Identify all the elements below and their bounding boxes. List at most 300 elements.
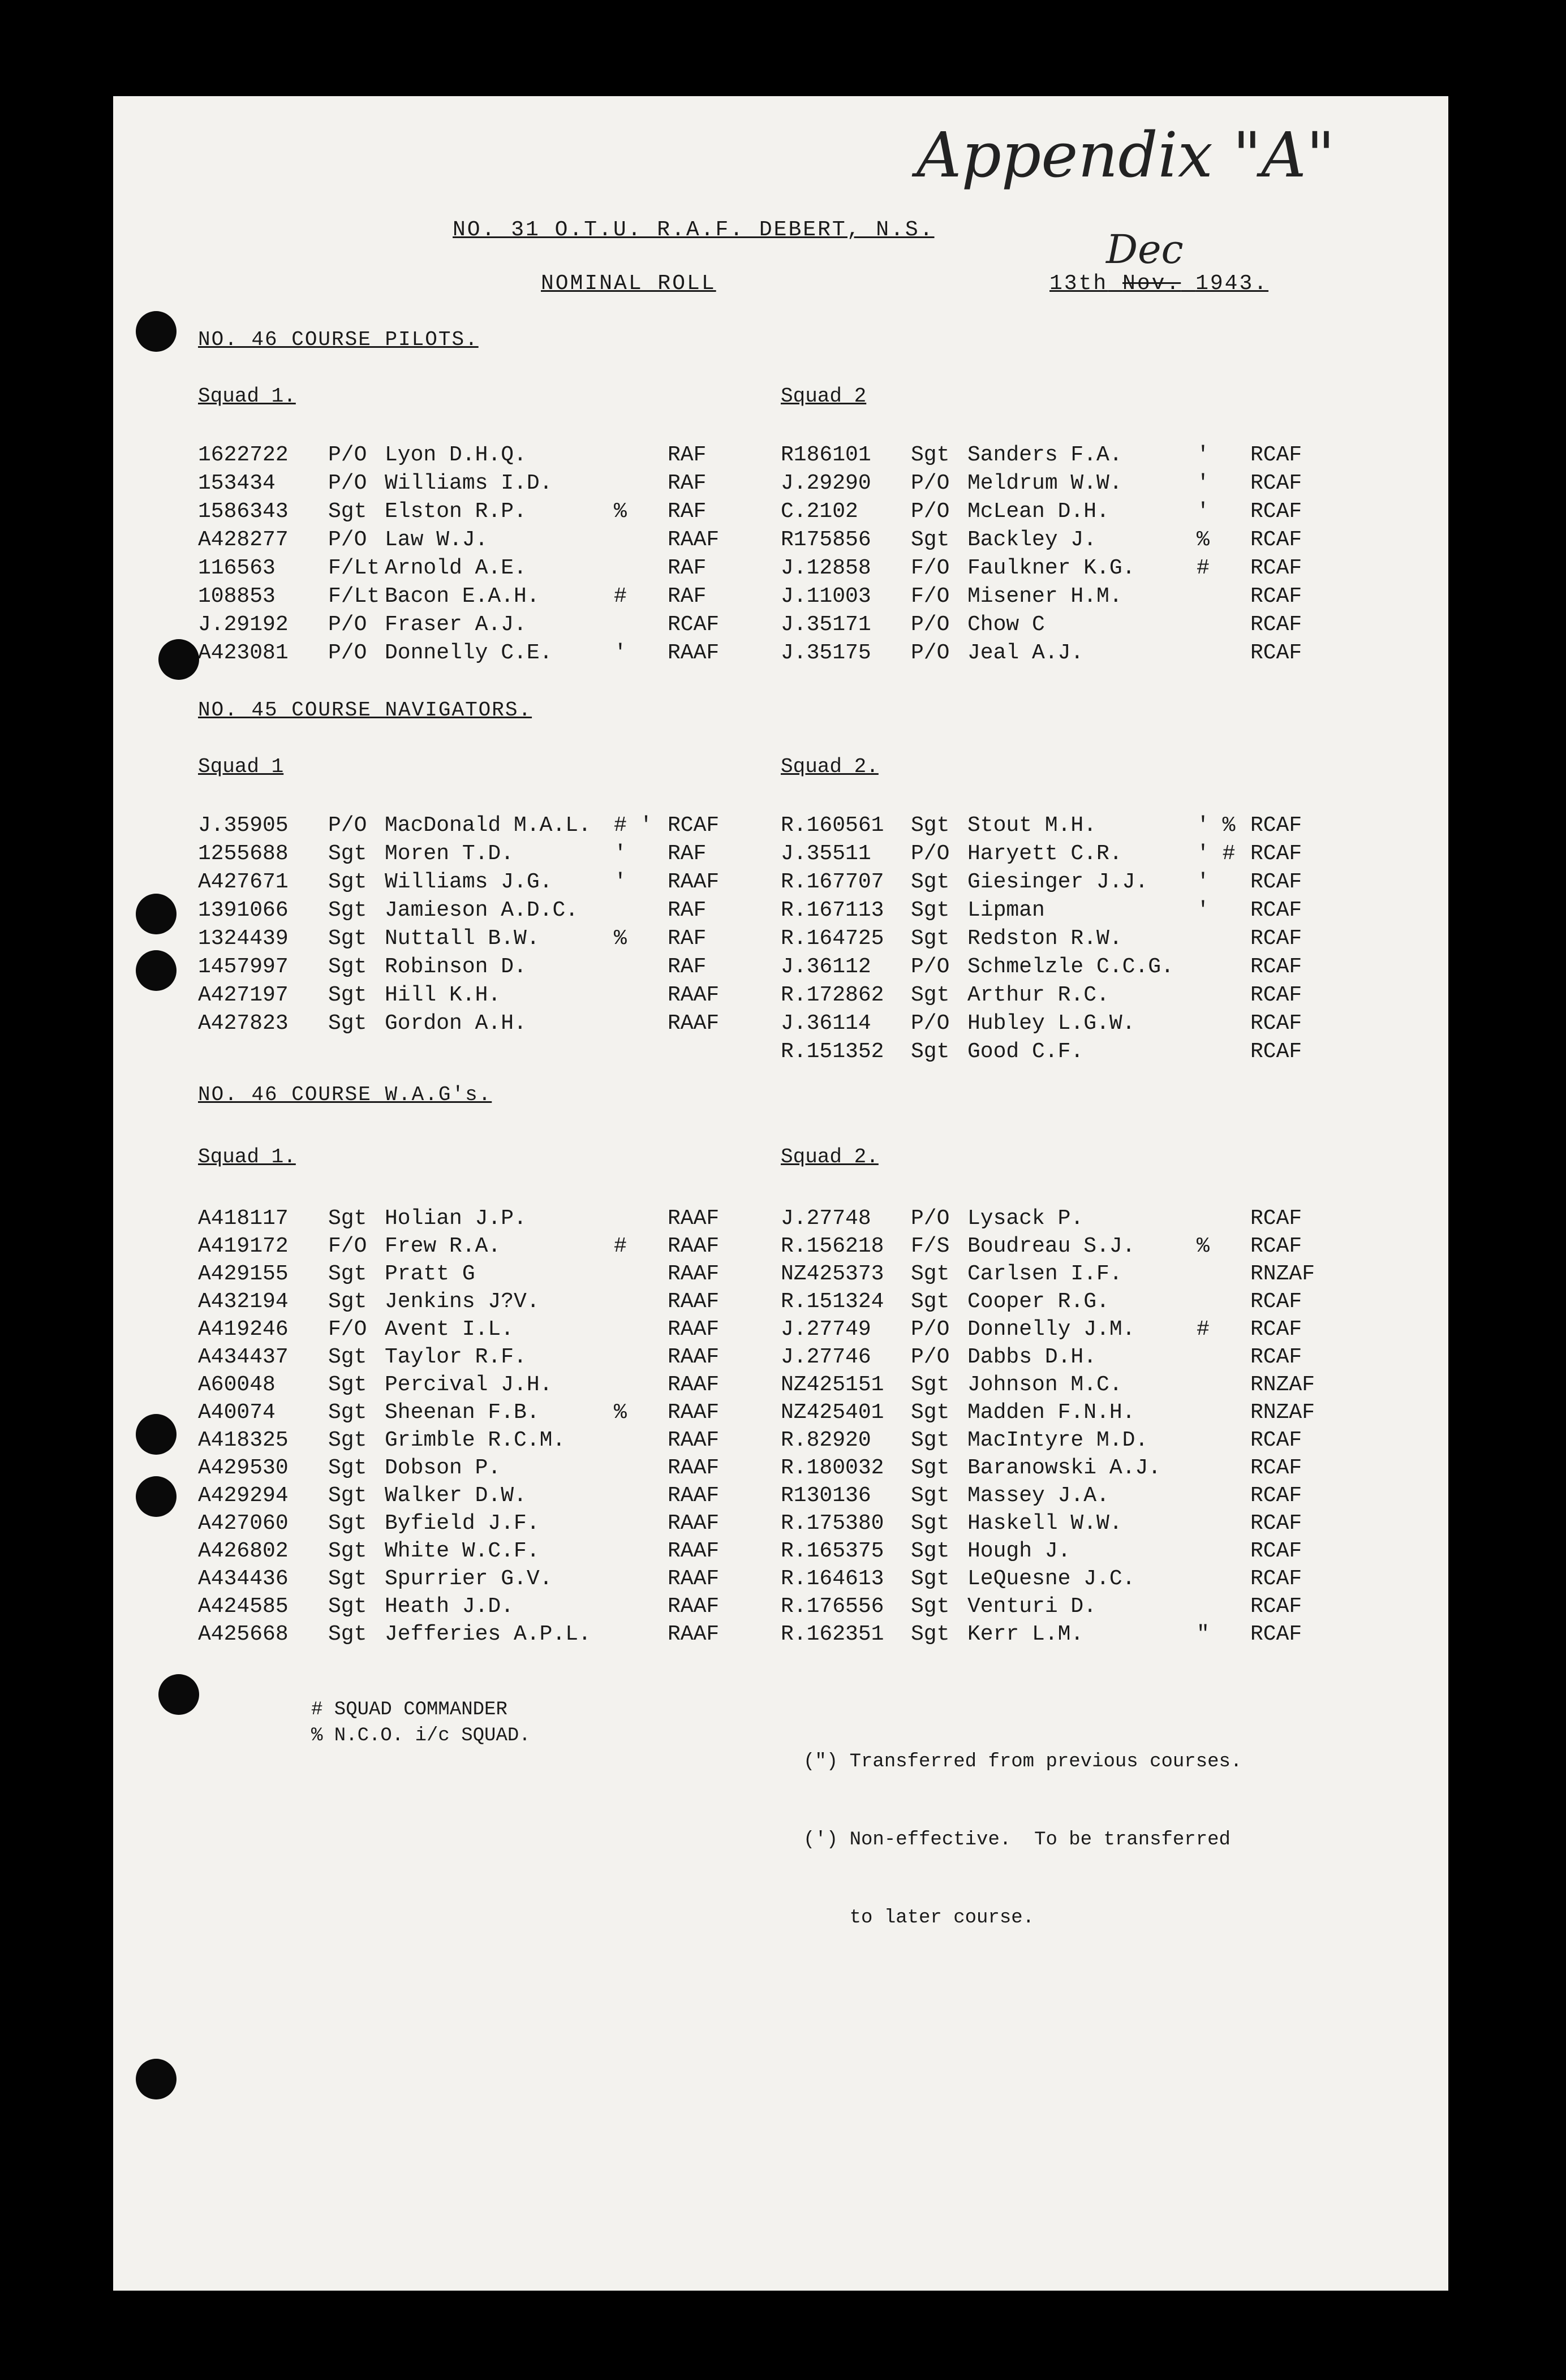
person-name: Sheenan F.B. (385, 1400, 540, 1425)
rank: Sgt (911, 1484, 950, 1508)
person-name: Misener H.M. (967, 584, 1122, 609)
person-name: Chow C (967, 613, 1045, 637)
service-number: A425668 (198, 1622, 289, 1646)
person-name: Schmelzle C.C.G. (967, 955, 1174, 979)
rank: Sgt (911, 1594, 950, 1619)
air-force: RAAF (668, 1317, 720, 1342)
roster-row (781, 868, 1346, 896)
roster-row (781, 1205, 1346, 1233)
roster-row (781, 1454, 1346, 1482)
rank: Sgt (328, 1567, 367, 1591)
status-mark: % (614, 1400, 627, 1425)
date-month-struck: Nov. (1122, 271, 1181, 296)
service-number: A423081 (198, 641, 289, 665)
air-force: RCAF (1250, 584, 1302, 609)
person-name: Williams J.G. (385, 870, 553, 894)
roster-row (781, 1232, 1346, 1261)
person-name: Meldrum W.W. (967, 471, 1122, 495)
rank: P/O (911, 641, 950, 665)
person-name: Venturi D. (967, 1594, 1097, 1619)
status-mark: " (1197, 1622, 1210, 1646)
roster-row (781, 1620, 1346, 1649)
roster-row (198, 896, 764, 925)
rank: Sgt (328, 1400, 367, 1425)
person-name: Haskell W.W. (967, 1511, 1122, 1536)
legend-later-course: to later course. (803, 1907, 1035, 1929)
rank: Sgt (911, 1400, 950, 1425)
roster-row (781, 583, 1346, 611)
service-number: R.156218 (781, 1234, 884, 1258)
service-number: 1324439 (198, 926, 289, 951)
air-force: RAAF (668, 1290, 720, 1314)
rank: P/O (911, 955, 950, 979)
rank: Sgt (328, 1206, 367, 1231)
air-force: RAAF (668, 870, 720, 894)
service-number: A418325 (198, 1428, 289, 1452)
rank: P/O (328, 443, 367, 467)
person-name: Jenkins J?V. (385, 1290, 540, 1314)
rank: P/O (328, 641, 367, 665)
service-number: A418117 (198, 1206, 289, 1231)
roster-row (198, 1399, 764, 1427)
roster-row (781, 1426, 1346, 1455)
squad-2-label: Squad 2. (781, 1145, 879, 1169)
air-force: RAAF (668, 1234, 720, 1258)
service-number: J.27748 (781, 1206, 871, 1231)
rank: Sgt (911, 528, 950, 552)
squad-1-label: Squad 1 (198, 755, 284, 778)
service-number: NZ425151 (781, 1373, 884, 1397)
service-number: A429530 (198, 1456, 289, 1480)
service-number: R.167113 (781, 898, 884, 922)
roster-row (198, 812, 764, 840)
service-number: 153434 (198, 471, 276, 495)
air-force: RCAF (668, 613, 720, 637)
person-name: MacIntyre M.D. (967, 1428, 1148, 1452)
rank: Sgt (911, 1567, 950, 1591)
rank: Sgt (328, 898, 367, 922)
person-name: Haryett C.R. (967, 842, 1122, 866)
air-force: RCAF (1250, 955, 1302, 979)
service-number: R.151352 (781, 1040, 884, 1064)
rank: Sgt (328, 1262, 367, 1286)
air-force: RAAF (668, 1622, 720, 1646)
air-force: RAAF (668, 1345, 720, 1369)
air-force: RCAF (1250, 528, 1302, 552)
rank: F/S (911, 1234, 950, 1258)
air-force: RCAF (1250, 842, 1302, 866)
person-name: Fraser A.J. (385, 613, 527, 637)
rank: F/O (911, 556, 950, 580)
person-name: Madden F.N.H. (967, 1400, 1135, 1425)
service-number: A60048 (198, 1373, 276, 1397)
roster-row (781, 1260, 1346, 1288)
rank: Sgt (328, 1594, 367, 1619)
section-title: NO. 46 COURSE W.A.G's. (198, 1083, 492, 1106)
person-name: Jeal A.J. (967, 641, 1084, 665)
roster-row (198, 1537, 764, 1566)
punch-hole (136, 1414, 177, 1455)
person-name: Heath J.D. (385, 1594, 514, 1619)
rank: Sgt (328, 1345, 367, 1369)
person-name: Moren T.D. (385, 842, 514, 866)
service-number: A419172 (198, 1234, 289, 1258)
air-force: RAF (668, 898, 707, 922)
rank: P/O (911, 1206, 950, 1231)
person-name: Giesinger J.J. (967, 870, 1148, 894)
air-force: RCAF (1250, 1539, 1302, 1563)
roster-row (198, 583, 764, 611)
air-force: RCAF (1250, 641, 1302, 665)
person-name: Frew R.A. (385, 1234, 501, 1258)
person-name: Donnelly J.M. (967, 1317, 1135, 1342)
status-mark: # (1197, 556, 1210, 580)
person-name: Jefferies A.P.L. (385, 1622, 591, 1646)
air-force: RAAF (668, 1456, 720, 1480)
roster-row (198, 925, 764, 953)
person-name: Spurrier G.V. (385, 1567, 553, 1591)
air-force: RAF (668, 926, 707, 951)
air-force: RCAF (1250, 499, 1302, 524)
status-mark: ' (1197, 471, 1210, 495)
roster-row (781, 1565, 1346, 1593)
service-number: J.11003 (781, 584, 871, 609)
person-name: Taylor R.F. (385, 1345, 527, 1369)
rank: P/O (328, 813, 367, 838)
air-force: RCAF (1250, 1345, 1302, 1369)
air-force: RAAF (668, 1373, 720, 1397)
person-name: Byfield J.F. (385, 1511, 540, 1536)
rank: Sgt (328, 1484, 367, 1508)
air-force: RCAF (1250, 813, 1302, 838)
service-number: J.27746 (781, 1345, 871, 1369)
roster-row (781, 1537, 1346, 1566)
service-number: A427671 (198, 870, 289, 894)
roster-row (781, 1399, 1346, 1427)
punch-hole (136, 894, 177, 934)
person-name: Walker D.W. (385, 1484, 527, 1508)
air-force: RCAF (1250, 898, 1302, 922)
roster-row (198, 1510, 764, 1538)
person-name: Holian J.P. (385, 1206, 527, 1231)
service-number: J.27749 (781, 1317, 871, 1342)
punch-hole (158, 639, 199, 680)
air-force: RCAF (1250, 471, 1302, 495)
person-name: Kerr L.M. (967, 1622, 1084, 1646)
person-name: Law W.J. (385, 528, 488, 552)
person-name: Hubley L.G.W. (967, 1011, 1135, 1036)
service-number: A432194 (198, 1290, 289, 1314)
person-name: Redston R.W. (967, 926, 1122, 951)
legend-left (311, 1697, 531, 1749)
service-number: A434436 (198, 1567, 289, 1591)
roster-row (781, 953, 1346, 981)
squad-2-label: Squad 2 (781, 385, 867, 408)
rank: Sgt (911, 443, 950, 467)
document-heading: NO. 31 O.T.U. R.A.F. DEBERT, N.S. (453, 218, 935, 242)
roster-row (198, 611, 764, 639)
air-force: RAAF (668, 1511, 720, 1536)
roster-row (781, 981, 1346, 1010)
status-mark: % (1197, 1234, 1210, 1258)
service-number: 116563 (198, 556, 276, 580)
person-name: Cooper R.G. (967, 1290, 1109, 1314)
service-number: J.35175 (781, 641, 871, 665)
person-name: Faulkner K.G. (967, 556, 1135, 580)
rank: Sgt (328, 1290, 367, 1314)
person-name: Hough J. (967, 1539, 1071, 1563)
service-number: R.167707 (781, 870, 884, 894)
roster-row (781, 611, 1346, 639)
rank: Sgt (328, 1622, 367, 1646)
air-force: RAAF (668, 1594, 720, 1619)
air-force: RNZAF (1250, 1400, 1315, 1425)
rank: Sgt (328, 1539, 367, 1563)
service-number: J.29290 (781, 471, 871, 495)
roster-row (198, 1316, 764, 1344)
air-force: RCAF (1250, 556, 1302, 580)
person-name: Arthur R.C. (967, 983, 1109, 1007)
service-number: 1255688 (198, 842, 289, 866)
air-force: RCAF (1250, 1317, 1302, 1342)
squad-2-label: Squad 2. (781, 755, 879, 778)
punch-hole (136, 311, 177, 352)
roster-row (198, 1454, 764, 1482)
rank: Sgt (328, 1428, 367, 1452)
date-correction: Dec (1106, 226, 1184, 273)
status-mark: ' (1197, 443, 1210, 467)
air-force: RNZAF (1250, 1262, 1315, 1286)
rank: Sgt (911, 1622, 950, 1646)
air-force: RCAF (1250, 1511, 1302, 1536)
service-number: J.12858 (781, 556, 871, 580)
rank: Sgt (911, 926, 950, 951)
person-name: Backley J. (967, 528, 1097, 552)
service-number: 108853 (198, 584, 276, 609)
service-number: R175856 (781, 528, 871, 552)
status-mark: ' (614, 842, 627, 866)
service-number: R.151324 (781, 1290, 884, 1314)
service-number: NZ425401 (781, 1400, 884, 1425)
person-name: Grimble R.C.M. (385, 1428, 566, 1452)
rank: Sgt (328, 926, 367, 951)
rank: F/O (911, 584, 950, 609)
date-year: 1943. (1195, 271, 1269, 296)
status-mark: ' (614, 870, 627, 894)
service-number: J.29192 (198, 613, 289, 637)
air-force: RAAF (668, 1206, 720, 1231)
service-number: 1622722 (198, 443, 289, 467)
legend-transferred: (") Transferred from previous courses. (803, 1751, 1242, 1773)
legend-nco: % N.C.O. i/c SQUAD. (311, 1725, 531, 1747)
air-force: RAF (668, 499, 707, 524)
rank: P/O (911, 1011, 950, 1036)
roster-row (781, 925, 1346, 953)
service-number: R.175380 (781, 1511, 884, 1536)
air-force: RAAF (668, 641, 720, 665)
person-name: Dobson P. (385, 1456, 501, 1480)
service-number: A429294 (198, 1484, 289, 1508)
service-number: J.36112 (781, 955, 871, 979)
air-force: RCAF (1250, 1290, 1302, 1314)
status-mark: ' (1197, 898, 1210, 922)
status-mark: % (614, 926, 627, 951)
air-force: RAF (668, 584, 707, 609)
section-title: NO. 45 COURSE NAVIGATORS. (198, 699, 532, 722)
rank: P/O (328, 528, 367, 552)
roster-row (781, 840, 1346, 868)
roster-row (198, 639, 764, 667)
roster-row (781, 554, 1346, 583)
air-force: RNZAF (1250, 1373, 1315, 1397)
roster-row (781, 1288, 1346, 1316)
person-name: Avent I.L. (385, 1317, 514, 1342)
punch-hole (136, 2059, 177, 2099)
service-number: R.160561 (781, 813, 884, 838)
service-number: R.164613 (781, 1567, 884, 1591)
air-force: RCAF (668, 813, 720, 838)
service-number: R.165375 (781, 1539, 884, 1563)
roster-row (198, 840, 764, 868)
roster-row (198, 1620, 764, 1649)
rank: P/O (911, 842, 950, 866)
person-name: Johnson M.C. (967, 1373, 1122, 1397)
squad-1-label: Squad 1. (198, 1145, 296, 1169)
roster-row (781, 1038, 1346, 1066)
person-name: Lipman (967, 898, 1045, 922)
air-force: RAF (668, 443, 707, 467)
service-number: 1586343 (198, 499, 289, 524)
air-force: RAAF (668, 1484, 720, 1508)
air-force: RAAF (668, 528, 720, 552)
service-number: A429155 (198, 1262, 289, 1286)
service-number: R.172862 (781, 983, 884, 1007)
roster-row (781, 1371, 1346, 1399)
rank: Sgt (911, 1373, 950, 1397)
air-force: RCAF (1250, 1011, 1302, 1036)
roster-row (781, 1510, 1346, 1538)
service-number: A428277 (198, 528, 289, 552)
service-number: R.176556 (781, 1594, 884, 1619)
legend-right (803, 1697, 1242, 1983)
person-name: Carlsen I.F. (967, 1262, 1122, 1286)
roster-row (198, 1482, 764, 1510)
status-mark: # (614, 1234, 627, 1258)
rank: P/O (911, 1345, 950, 1369)
roster-row (781, 639, 1346, 667)
roster-row (198, 1426, 764, 1455)
rank: Sgt (328, 955, 367, 979)
roster-row (198, 469, 764, 498)
document-page (113, 96, 1448, 2291)
person-name: Lyon D.H.Q. (385, 443, 527, 467)
air-force: RAAF (668, 1567, 720, 1591)
air-force: RCAF (1250, 1428, 1302, 1452)
person-name: Elston R.P. (385, 499, 527, 524)
person-name: Stout M.H. (967, 813, 1097, 838)
air-force: RCAF (1250, 1594, 1302, 1619)
person-name: Robinson D. (385, 955, 527, 979)
air-force: RCAF (1250, 1206, 1302, 1231)
person-name: Boudreau S.J. (967, 1234, 1135, 1258)
rank: F/O (328, 1317, 367, 1342)
squad-1-label: Squad 1. (198, 385, 296, 408)
service-number: R186101 (781, 443, 871, 467)
status-mark: # (614, 584, 627, 609)
section-title: NO. 46 COURSE PILOTS. (198, 328, 479, 351)
status-mark: % (614, 499, 627, 524)
service-number: R130136 (781, 1484, 871, 1508)
service-number: A434437 (198, 1345, 289, 1369)
roster-row (781, 441, 1346, 469)
date-prefix: 13th (1049, 271, 1108, 296)
air-force: RAAF (668, 1428, 720, 1452)
person-name: Dabbs D.H. (967, 1345, 1097, 1369)
legend-non-effective: (') Non-effective. To be transferred (803, 1829, 1231, 1851)
status-mark: # (1197, 1317, 1210, 1342)
punch-hole (136, 950, 177, 991)
service-number: R.164725 (781, 926, 884, 951)
person-name: Williams I.D. (385, 471, 553, 495)
rank: Sgt (328, 983, 367, 1007)
air-force: RCAF (1250, 926, 1302, 951)
rank: P/O (911, 1317, 950, 1342)
person-name: McLean D.H. (967, 499, 1109, 524)
person-name: Percival J.H. (385, 1373, 553, 1397)
air-force: RCAF (1250, 1456, 1302, 1480)
roster-row (198, 1343, 764, 1372)
roster-row (198, 981, 764, 1010)
status-mark: ' (1197, 499, 1210, 524)
rank: F/Lt (328, 584, 380, 609)
roster-row (198, 1565, 764, 1593)
person-name: MacDonald M.A.L. (385, 813, 591, 838)
air-force: RAF (668, 842, 707, 866)
service-number: A419246 (198, 1317, 289, 1342)
air-force: RCAF (1250, 1234, 1302, 1258)
person-name: Lysack P. (967, 1206, 1084, 1231)
air-force: RAAF (668, 983, 720, 1007)
rank: Sgt (911, 813, 950, 838)
service-number: R.82920 (781, 1428, 871, 1452)
status-mark: ' % (1197, 813, 1236, 838)
rank: Sgt (328, 1373, 367, 1397)
status-mark: ' (1197, 870, 1210, 894)
punch-hole (158, 1674, 199, 1715)
roster-row (198, 554, 764, 583)
roster-row (781, 1343, 1346, 1372)
rank: Sgt (911, 898, 950, 922)
handwritten-annotation: Appendix "A" (917, 119, 1335, 191)
air-force: RAF (668, 556, 707, 580)
service-number: A40074 (198, 1400, 276, 1425)
air-force: RAF (668, 955, 707, 979)
person-name: Hill K.H. (385, 983, 501, 1007)
roster-row (781, 812, 1346, 840)
rank: Sgt (328, 1011, 367, 1036)
rank: Sgt (911, 1040, 950, 1064)
roster-row (198, 526, 764, 554)
rank: Sgt (328, 1511, 367, 1536)
document-date (1049, 271, 1268, 296)
rank: Sgt (911, 1511, 950, 1536)
rank: Sgt (911, 1428, 950, 1452)
air-force: RAAF (668, 1539, 720, 1563)
rank: Sgt (911, 1262, 950, 1286)
service-number: A427060 (198, 1511, 289, 1536)
roster-row (198, 1593, 764, 1621)
document-subheading: NOMINAL ROLL (541, 271, 716, 296)
